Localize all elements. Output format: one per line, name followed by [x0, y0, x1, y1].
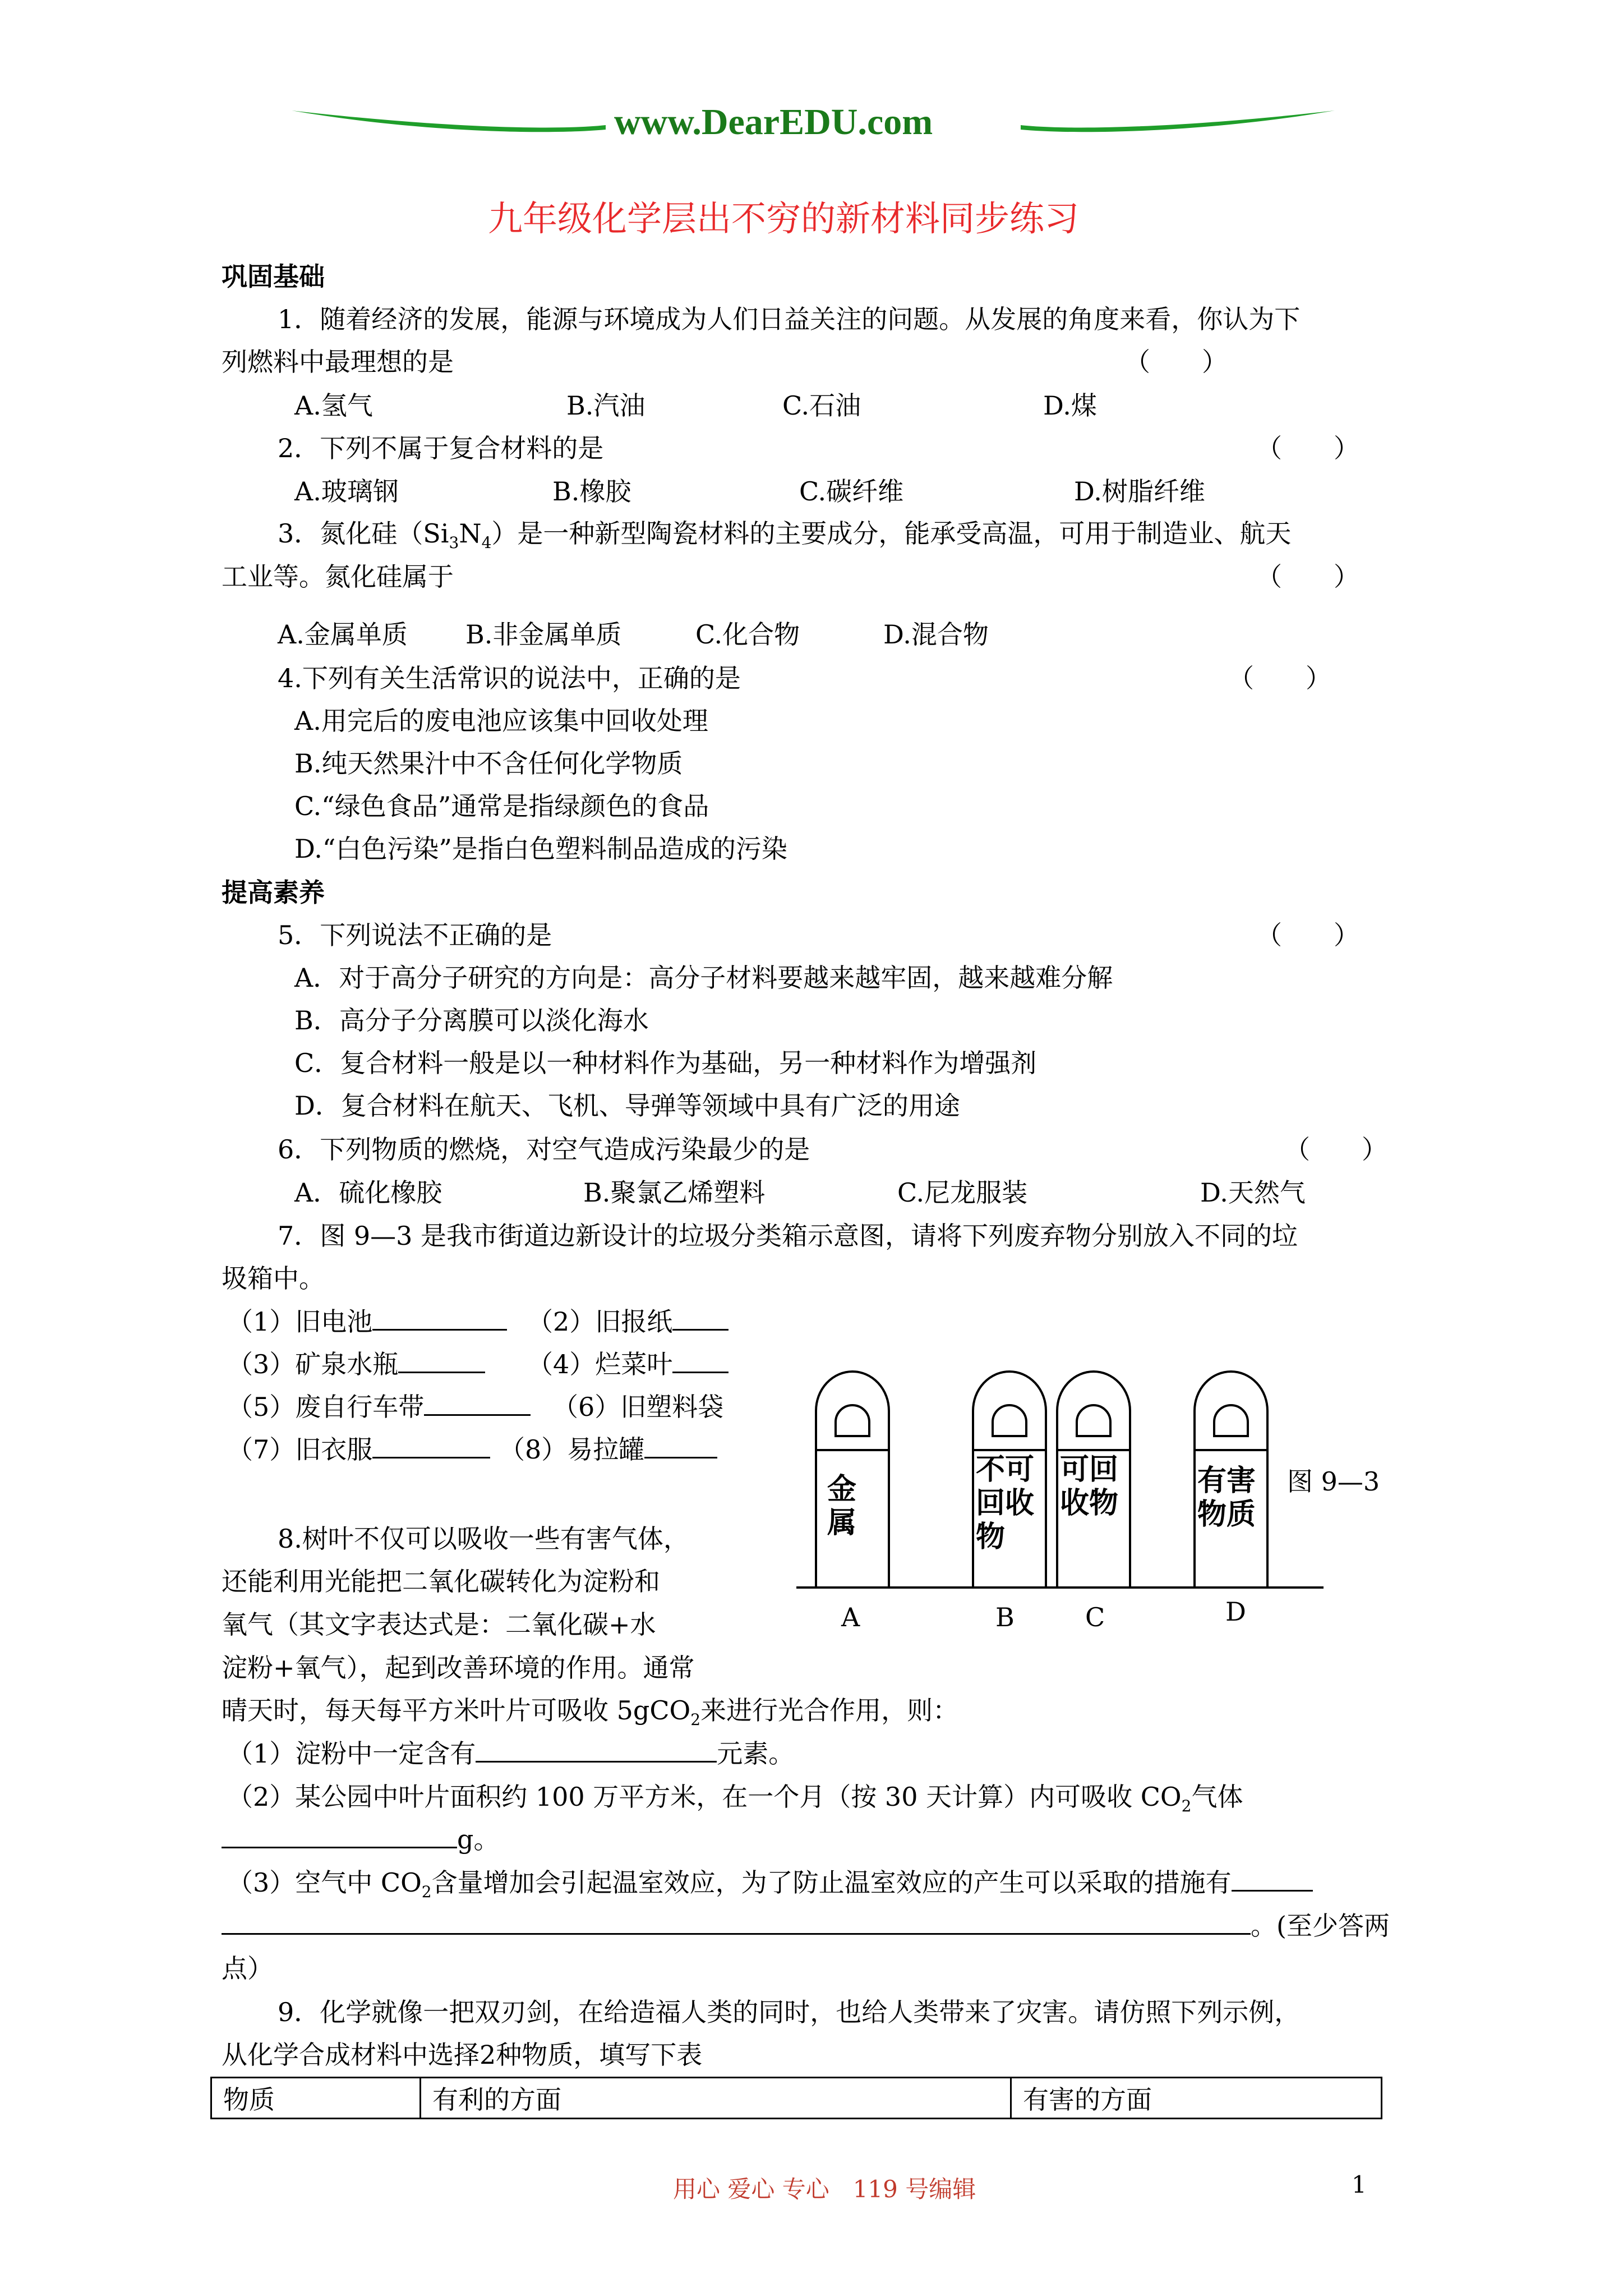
q8-sub1: （1）淀粉中一定含有 元素。: [227, 1736, 794, 1771]
q7-stem-line1: 7．图 9—3 是我市街道边新设计的垃圾分类箱示意图，请将下列废弃物分别放入不同的垃: [278, 1221, 1298, 1251]
answer-blank[interactable]: [672, 1304, 728, 1331]
bin-c-label: 可回 收物: [1060, 1453, 1119, 1520]
q8-line5: 晴天时，每天每平方米叶片可吸收 5gCO$_2$来进行光合作用，则：: [222, 1695, 959, 1729]
q6-option-d: D.天然气: [1200, 1177, 1306, 1208]
q3-stem-line2: 工业等。氮化硅属于: [222, 562, 454, 592]
q4-option-b: B.纯天然果汁中不含任何化学物质: [294, 748, 683, 779]
q6-answer-paren: （ ）: [1284, 1134, 1387, 1165]
q7-stem-line2: 圾箱中。: [222, 1263, 325, 1294]
q2-option-c: C.碳纤维: [799, 476, 904, 507]
q4-answer-paren: （ ）: [1228, 663, 1331, 693]
q2-option-d: D.树脂纤维: [1074, 476, 1205, 507]
bin-b-label: 不可 回收 物: [976, 1453, 1035, 1554]
q8-line2: 还能利用光能把二氧化碳转化为淀粉和: [222, 1566, 660, 1596]
q3-option-c: C.化合物: [695, 619, 800, 650]
q7-item-3: （3）矿泉水瓶: [227, 1347, 485, 1382]
q3-option-b: B.非金属单质: [465, 619, 622, 650]
q2-stem: 2．下列不属于复合材料的是: [278, 433, 604, 463]
q7-item-6: （6）旧塑料袋: [552, 1392, 724, 1422]
q3-option-d: D.混合物: [883, 619, 989, 650]
q4-stem: 4.下列有关生活常识的说法中，正确的是: [278, 663, 741, 693]
q3-stem-line1: 3．氮化硅$(Si_3N_4)$是一种新型陶瓷材料的主要成分，能承受高温，可用于制造业、航天: [278, 518, 1292, 553]
section-heading-basic: 巩固基础: [222, 261, 325, 292]
answer-blank[interactable]: [476, 1736, 717, 1763]
q5-option-c: C．复合材料一般是以一种材料作为基础，另一种材料作为增强剂: [294, 1048, 1037, 1078]
answer-blank[interactable]: [222, 1822, 457, 1848]
q9-line1: 9．化学就像一把双刃剑，在给造福人类的同时，也给人类带来了灾害。请仿照下列示例，: [278, 1997, 1301, 2027]
q4-option-c: C.“绿色食品”通常是指绿颜色的食品: [294, 791, 709, 821]
answer-blank[interactable]: [424, 1389, 531, 1416]
q4-option-d: D.“白色污染”是指白色塑料制品造成的污染: [294, 834, 787, 864]
q9-line2: 从化学合成材料中选择2种物质，填写下表: [222, 2040, 703, 2070]
q9-answer-table: [210, 2077, 1382, 2119]
q2-answer-paren: （ ）: [1256, 433, 1359, 463]
answer-blank[interactable]: [222, 1908, 1251, 1935]
bin-b-letter: B: [995, 1602, 1015, 1632]
footer-text: 用心 爱心 专心 119 号编辑: [673, 2175, 976, 2203]
table-header-substance: 物质: [211, 2078, 421, 2119]
q7-item-5: （5）废自行车带: [227, 1389, 531, 1424]
site-url: www.DearEDU.com: [614, 102, 933, 142]
bin-d-letter: D: [1225, 1596, 1246, 1627]
q8-line1: 8.树叶不仅可以吸收一些有害气体，: [278, 1524, 689, 1554]
q1-option-a: A.氢气: [294, 390, 373, 421]
q7-item-8: （8）易拉罐: [499, 1432, 717, 1467]
q8-sub2-answer: g。: [222, 1822, 499, 1857]
q4-option-a: A.用完后的废电池应该集中回收处理: [294, 706, 708, 736]
q6-option-a: A．硫化橡胶: [294, 1177, 442, 1208]
q1-answer-paren: （ ）: [1124, 347, 1228, 377]
q8-line3: 氧气（其文字表达式是：二氧化碳+水: [222, 1609, 656, 1640]
q8-line4: 淀粉+氧气），起到改善环境的作用。通常: [222, 1653, 695, 1683]
q8-sub3-answer: 。(至少答两: [222, 1908, 1390, 1943]
q7-item-7: （7）旧衣服: [227, 1432, 490, 1467]
answer-blank[interactable]: [372, 1432, 490, 1458]
answer-blank[interactable]: [672, 1347, 728, 1373]
bin-a-label: 金 属: [827, 1473, 857, 1540]
q6-option-c: C.尼龙服装: [897, 1177, 1028, 1208]
answer-blank[interactable]: [372, 1304, 507, 1331]
q7-item-2: （2）旧报纸: [527, 1304, 728, 1339]
page-number: 1: [1352, 2171, 1367, 2198]
q8-sub3: （3）空气中 $CO_2$含量增加会引起温室效应，为了防止温室效应的产生可以采取的措施有: [227, 1865, 1313, 1910]
document-title: 九年级化学层出不穷的新材料同步练习: [488, 198, 1080, 239]
q1-option-d: D.煤: [1043, 390, 1097, 421]
q7-item-1: （1）旧电池: [227, 1304, 507, 1339]
section-heading-advanced: 提高素养: [222, 877, 325, 908]
answer-blank[interactable]: [398, 1347, 485, 1373]
q5-stem: 5．下列说法不正确的是: [278, 920, 552, 950]
bin-a-letter: A: [841, 1602, 860, 1632]
q5-option-d: D．复合材料在航天、飞机、导弹等领域中具有广泛的用途: [294, 1091, 960, 1121]
bin-c-letter: C: [1085, 1602, 1105, 1632]
table-header-benefits: 有利的方面: [421, 2078, 1011, 2119]
q1-option-b: B.汽油: [566, 390, 645, 421]
table-header-harms: 有害的方面: [1011, 2078, 1382, 2119]
q6-option-b: B.聚氯乙烯塑料: [583, 1177, 766, 1208]
q5-answer-paren: （ ）: [1256, 920, 1359, 950]
q2-option-b: B.橡胶: [552, 476, 631, 507]
q1-stem-line2: 列燃料中最理想的是: [222, 347, 454, 377]
answer-blank[interactable]: [1232, 1865, 1313, 1892]
q1-option-c: C.石油: [782, 390, 861, 421]
q8-sub2: （2）某公园中叶片面积约 100 万平方米，在一个月（按 30 天计算）内可吸收 $CO_2$气体: [227, 1782, 1243, 1816]
q6-stem: 6．下列物质的燃烧，对空气造成污染最少的是: [278, 1134, 810, 1165]
answer-blank[interactable]: [644, 1432, 717, 1458]
q7-item-4: （4）烂菜叶: [527, 1347, 728, 1382]
table-row: [211, 2078, 1382, 2119]
figure-caption: 图 9—3: [1287, 1466, 1380, 1497]
q5-option-b: B．高分子分离膜可以淡化海水: [294, 1005, 649, 1036]
q2-option-a: A.玻璃钢: [294, 476, 399, 507]
q3-option-a: A.金属单质: [278, 619, 408, 650]
q5-option-a: A．对于高分子研究的方向是：高分子材料要越来越牢固，越来越难分解: [294, 963, 1113, 993]
q1-stem-line1: 1．随着经济的发展，能源与环境成为人们日益关注的问题。从发展的角度来看，你认为下: [278, 304, 1301, 334]
q3-answer-paren: （ ）: [1256, 562, 1359, 592]
q8-sub3-tail: 点）: [222, 1953, 273, 1984]
bin-d-label: 有害 物质: [1197, 1464, 1256, 1531]
